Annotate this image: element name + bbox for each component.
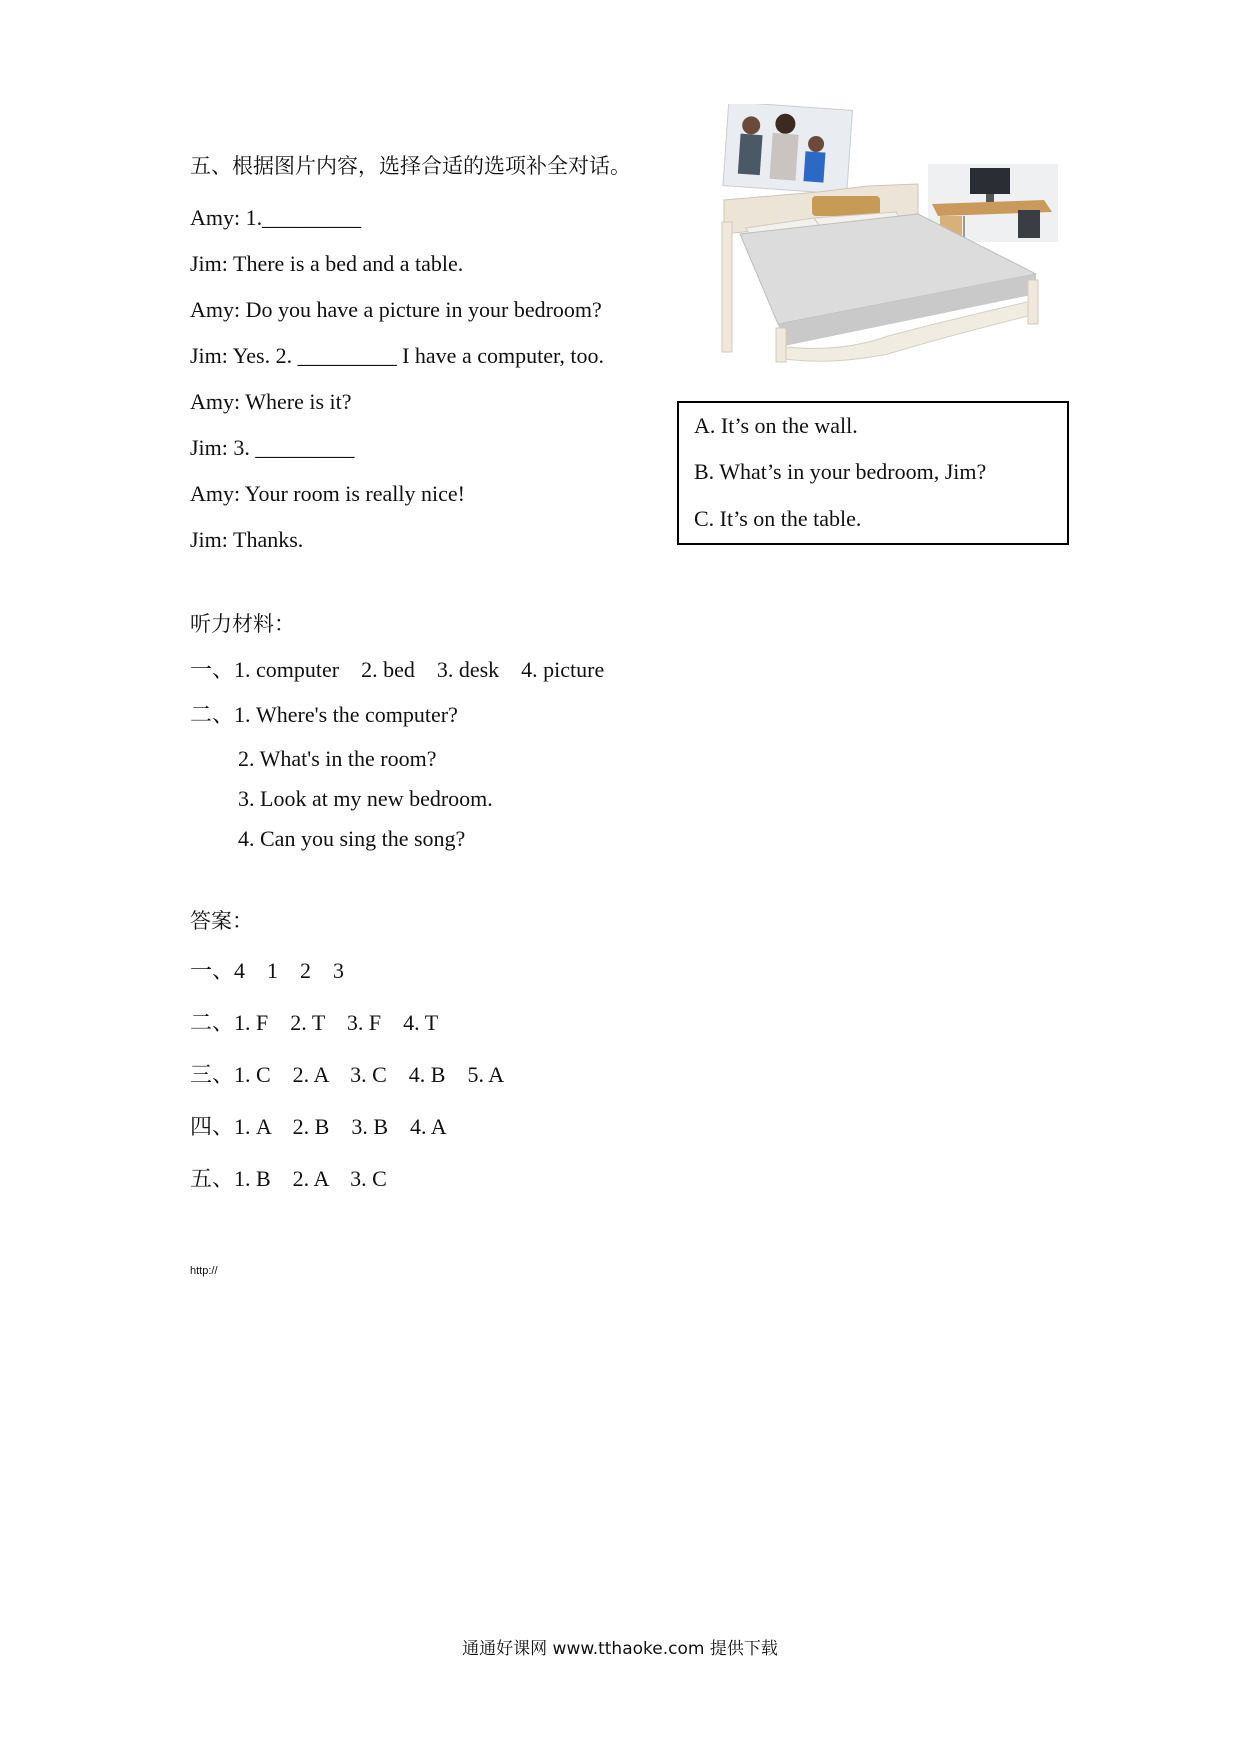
dialogue-line: Jim: Thanks. xyxy=(190,527,304,552)
url-text: http:// xyxy=(190,1265,218,1277)
listening-part2-item: 2. What's in the room? xyxy=(238,746,437,771)
answer-line: 三、1. C 2. A 3. C 4. B 5. A xyxy=(190,1062,505,1087)
listening-heading: 听力材料： xyxy=(190,612,295,636)
dialogue-line: Amy: Where is it? xyxy=(190,389,352,414)
listening-part2-item: 3. Look at my new bedroom. xyxy=(238,786,493,811)
listening-part2-item: 4. Can you sing the song? xyxy=(238,826,466,851)
dialogue-line: Jim: There is a bed and a table. xyxy=(190,251,464,276)
listening-part2-item: 二、1. Where's the computer? xyxy=(190,702,458,727)
family-photo xyxy=(723,104,853,194)
answer-line: 二、1. F 2. T 3. F 4. T xyxy=(190,1010,439,1035)
answer-line: 四、1. A 2. B 3. B 4. A xyxy=(190,1114,447,1139)
dialogue-line: Jim: 3. _________ xyxy=(190,435,355,460)
option-b: B. What’s in your bedroom, Jim? xyxy=(694,459,987,484)
dialogue-line: Amy: 1._________ xyxy=(190,205,362,230)
dialogue-line: Amy: Do you have a picture in your bedroom? xyxy=(190,297,602,322)
answer-line: 一、4 1 2 3 xyxy=(190,958,345,983)
answer-line: 五、1. B 2. A 3. C xyxy=(190,1166,387,1191)
section5-heading: 五、根据图片内容，选择合适的选项补全对话。 xyxy=(190,154,631,178)
options-box xyxy=(677,401,1069,545)
option-c: C. It’s on the table. xyxy=(694,506,862,531)
answers-heading: 答案： xyxy=(190,909,253,933)
option-a: A. It’s on the wall. xyxy=(694,413,858,438)
page-footer: 通通好课网 www.tthaoke.com 提供下载 xyxy=(462,1639,778,1659)
listening-part1: 一、1. computer 2. bed 3. desk 4. picture xyxy=(190,657,605,682)
dialogue-line: Amy: Your room is really nice! xyxy=(190,481,465,506)
bedroom-illustration xyxy=(718,104,1058,366)
dialogue-line: Jim: Yes. 2. _________ I have a computer, too. xyxy=(190,343,605,368)
